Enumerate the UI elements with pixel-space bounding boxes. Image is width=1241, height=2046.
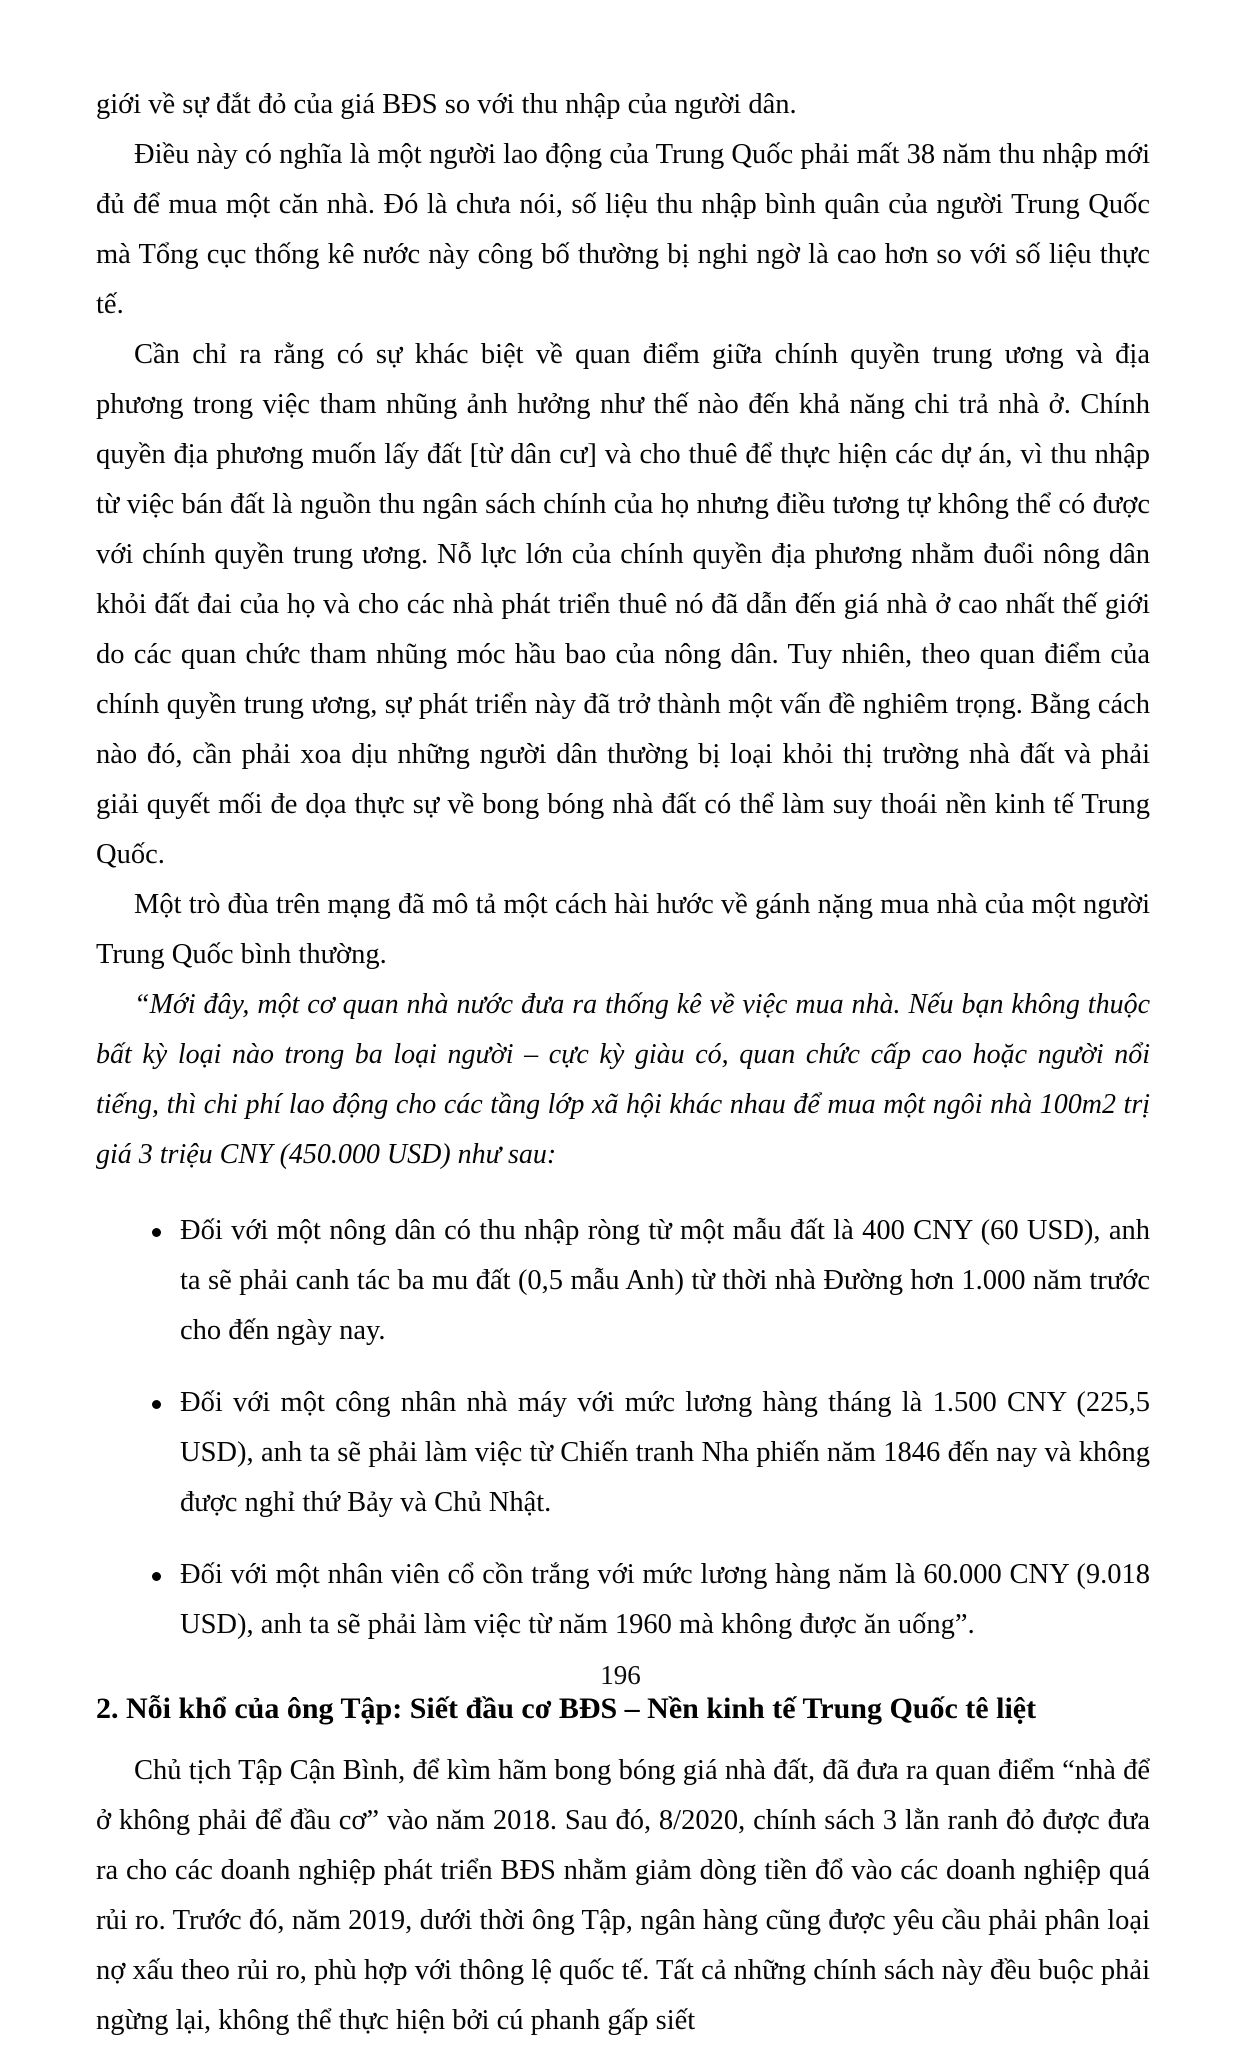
bullet-dot-icon (152, 1228, 161, 1237)
paragraph-continued: giới về sự đắt đỏ của giá BĐS so với thu nhập của người dân. (96, 89, 797, 120)
paragraph-income-years: Điều này có nghĩa là một người lao động của Trung Quốc phải mất 38 năm thu nhập mới đủ để mua một căn nhà. Đó là chưa nói, số liệu thu nhập bình quân của người Trung Quốc mà Tổng cục thống kê nước này công bố thường bị nghi ngờ là cao hơn so với số liệu thực tế. (96, 139, 1150, 320)
list-item (96, 1378, 1150, 1528)
spacer-before-list (96, 1180, 1150, 1206)
page-number: 196 (600, 1660, 641, 1690)
list-item (96, 1206, 1150, 1356)
list-item-text: Đối với một nông dân có thu nhập ròng từ một mẫu đất là 400 CNY (60 USD), anh ta sẽ phải canh tác ba mu đất (0,5 mẫu Anh) từ thời nhà Đường hơn 1.000 năm trước cho đến ngày nay. (180, 1215, 1150, 1346)
paragraph-online-joke: Một trò đùa trên mạng đã mô tả một cách hài hước về gánh nặng mua nhà của một người Trung Quốc bình thường. (96, 889, 1150, 970)
bullet-dot-icon (152, 1572, 161, 1581)
paragraph-xi-policies: Chủ tịch Tập Cận Bình, để kìm hãm bong bóng giá nhà đất, đã đưa ra quan điểm “nhà để ở không phải để đầu cơ” vào năm 2018. Sau đó, 8/2020, chính sách 3 lằn ranh đỏ được đưa ra cho các doanh nghiệp phát triển BĐS nhằm giảm dòng tiền đổ vào các doanh nghiệp quá rủi ro. Trước đó, năm 2019, dưới thời ông Tập, ngân hàng cũng được yêu cầu phải phân loại nợ xấu theo rủi ro, phù hợp với thông lệ quốc tế. Tất cả những chính sách này đều buộc phải ngừng lại, không thể thực hiện bởi cú phanh gấp siết (96, 1755, 1150, 2036)
list-item (96, 1550, 1150, 1650)
bullet-list (96, 1206, 1150, 1650)
blockquote-intro: “Mới đây, một cơ quan nhà nước đưa ra thống kê về việc mua nhà. Nếu bạn không thuộc bất kỳ loại nào trong ba loại người – cực kỳ giàu có, quan chức cấp cao hoặc người nổi tiếng, thì chi phí lao động cho các tầng lớp xã hội khác nhau để mua một ngôi nhà 100m2 trị giá 3 triệu CNY (450.000 USD) như sau: (96, 989, 1150, 1170)
list-item-text: Đối với một công nhân nhà máy với mức lương hàng tháng là 1.500 CNY (225,5 USD), anh ta sẽ phải làm việc từ Chiến tranh Nha phiến năm 1846 đến nay và không được nghỉ thứ Bảy và Chủ Nhật. (180, 1387, 1150, 1518)
section-heading: 2. Nỗi khổ của ông Tập: Siết đầu cơ BĐS – Nền kinh tế Trung Quốc tê liệt (96, 1692, 1037, 1725)
spacer-after-heading (96, 1732, 1150, 1746)
bullet-dot-icon (152, 1400, 161, 1409)
list-item-text: Đối với một nhân viên cổ cồn trắng với mức lương hàng năm là 60.000 CNY (9.018 USD), anh ta sẽ phải làm việc từ năm 1960 mà không được ăn uống”. (180, 1559, 1150, 1640)
page-content (96, 80, 1150, 2046)
paragraph-government-corruption: Cần chỉ ra rằng có sự khác biệt về quan điểm giữa chính quyền trung ương và địa phương trong việc tham nhũng ảnh hưởng như thế nào đến khả năng chi trả nhà ở. Chính quyền địa phương muốn lấy đất [từ dân cư] và cho thuê để thực hiện các dự án, vì thu nhập từ việc bán đất là nguồn thu ngân sách chính của họ nhưng điều tương tự không thể có được với chính quyền trung ương. Nỗ lực lớn của chính quyền địa phương nhằm đuổi nông dân khỏi đất đai của họ và cho các nhà phát triển thuê nó đã dẫn đến giá nhà ở cao nhất thế giới do các quan chức tham nhũng móc hầu bao của nông dân. Tuy nhiên, theo quan điểm của chính quyền trung ương, sự phát triển này đã trở thành một vấn đề nghiêm trọng. Bằng cách nào đó, cần phải xoa dịu những người dân thường bị loại khỏi thị trường nhà đất và phải giải quyết mối đe dọa thực sự về bong bóng nhà đất có thể làm suy thoái nền kinh tế Trung Quốc. (96, 339, 1150, 870)
